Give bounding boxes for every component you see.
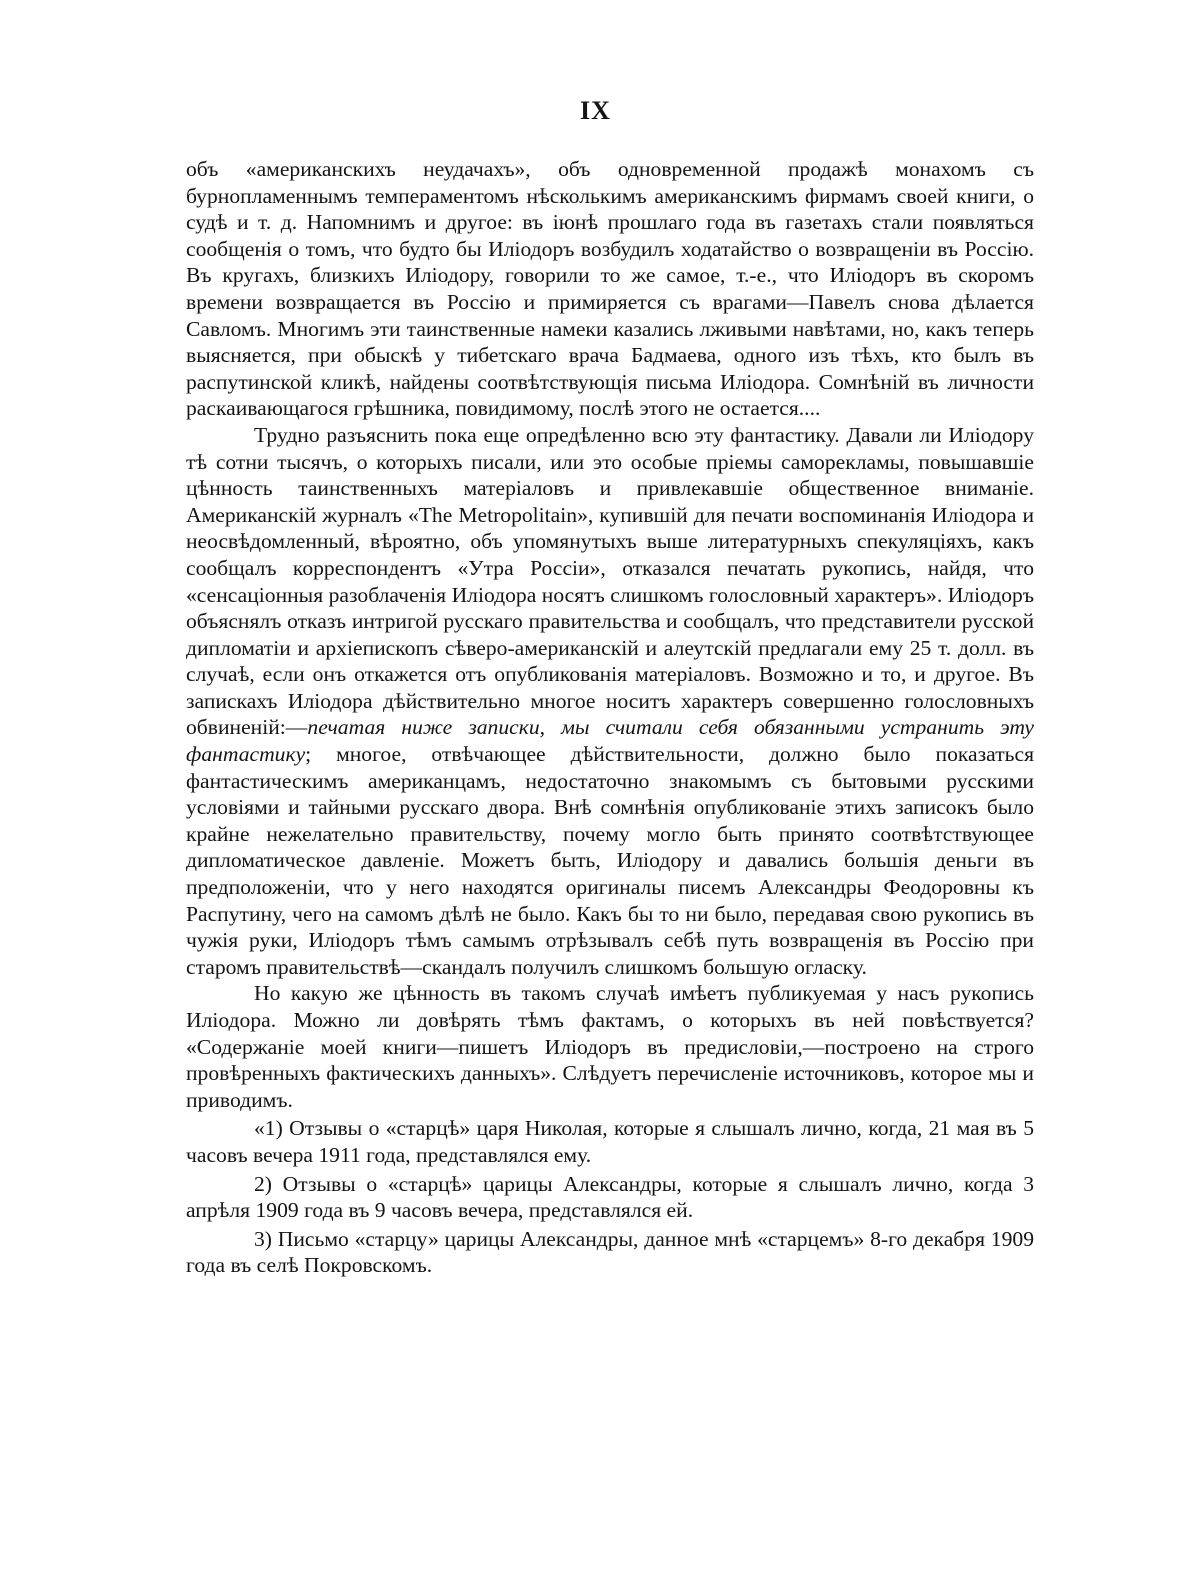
page-number: IX [580, 96, 611, 125]
paragraph-2 [186, 422, 1034, 980]
source-list-item-2: 2) Отзывы о «старцѣ» царицы Александры, которые я слышалъ лично, когда 3 апрѣля 1909 года въ 9 часовъ вечера, представлялся ей. [186, 1171, 1034, 1223]
paragraph-2-text-end: ; многое, отвѣчающее дѣйствительности, должно было показаться фантастическимъ американцамъ, недостаточно знакомымъ съ бытовыми русскими условіями и тайными русскаго двора. Внѣ сомнѣнія опубликованіе этихъ записокъ было крайне нежелательно правительству, почему могло быть принято соотвѣтствующее дипломатическое давленіе. Можетъ быть, Иліодору и давались большія деньги въ предположеніи, что у него находятся оригиналы писемъ Александры Феодоровны къ Распутину, чего на самомъ дѣлѣ не было. Какъ бы то ни было, передавая свою рукопись въ чужія руки, Иліодоръ тѣмъ самымъ отрѣзывалъ себѣ путь возвращенія въ Россію при старомъ правительствѣ—скандалъ получилъ слишкомъ большую огласку. [186, 742, 1034, 979]
paragraph-3: Но какую же цѣнность въ такомъ случаѣ имѣетъ публикуемая у насъ рукопись Иліодора. Можно ли довѣрять тѣмъ фактамъ, о которыхъ въ ней повѣствуется? «Содержаніе моей книги—пишетъ Иліодоръ въ предисловіи,—построено на строго провѣренныхъ фактическихъ данныхъ». Слѣдуетъ перечисленіе источниковъ, которое мы и приводимъ. [186, 981, 1034, 1112]
main-text [186, 156, 1034, 1279]
paragraph-2-text-start: Трудно разъяснить пока еще опредѣленно всю эту фантастику. Давали ли Иліодору тѣ сотни тысячъ, о которыхъ писали, или это особые пріемы саморекламы, повышавшіе цѣнность таинственныхъ матеріаловъ и привлекавшіе общественное вниманіе. Американскій журналъ «The Metropolitain», купившій для печати воспоминанія Иліодора и неосвѣдомленный, вѣроятно, объ упомянутыхъ выше литературныхъ спекуляціяхъ, какъ сообщалъ корреспондентъ «Утра Россіи», отказался печатать рукопись, найдя, что «сенсаціонныя разоблаченія Иліодора носятъ слишкомъ голословный характеръ». Иліодоръ объяснялъ отказъ интригой русскаго правительства и сообщалъ, что представители русской дипломатіи и архіепископъ сѣверо-американскій и алеутскій предлагали ему 25 т. долл. въ случаѣ, если онъ откажется отъ опубликованія матеріаловъ. Возможно и то, и другое. Въ запискахъ Иліодора дѣйствительно многое носитъ характеръ совершенно голословныхъ обвиненій:— [186, 422, 1034, 740]
paragraph-2-italic-text: печатая ниже записки, мы считали себя обязанными устранить эту фантастику [186, 715, 1034, 767]
source-list-item-3: 3) Письмо «старцу» царицы Александры, данное мнѣ «старцемъ» 8-го декабря 1909 года въ селѣ Покровскомъ. [186, 1226, 1034, 1278]
paragraph-1: объ «американскихъ неудачахъ», объ одновременной продажѣ монахомъ съ бурнопламеннымъ темпераментомъ нѣсколькимъ американскимъ фирмамъ своей книги, о судѣ и т. д. Напомнимъ и другое: въ іюнѣ прошлаго года въ газетахъ стали появляться сообщенія о томъ, что будто бы Иліодоръ возбудилъ ходатайство о возвращеніи въ Россію. Въ кругахъ, близкихъ Иліодору, говорили то же самое, т.-е., что Иліодоръ въ скоромъ времени возвращается въ Россію и примиряется съ врагами—Павелъ снова дѣлается Савломъ. Многимъ эти таинственные намеки казались лживыми навѣтами, но, какъ теперь выясняется, при обыскѣ у тибетскаго врача Бадмаева, одного изъ тѣхъ, кто былъ въ распутинской кликѣ, найдены соотвѣтствующія письма Иліодора. Сомнѣній въ личности раскаивающагося грѣшника, повидимому, послѣ этого не остается.... [186, 157, 1034, 421]
source-list-item-1: «1) Отзывы о «старцѣ» царя Николая, которые я слышалъ лично, когда, 21 мая въ 5 часовъ вечера 1911 года, представлялся ему. [186, 1116, 1034, 1167]
